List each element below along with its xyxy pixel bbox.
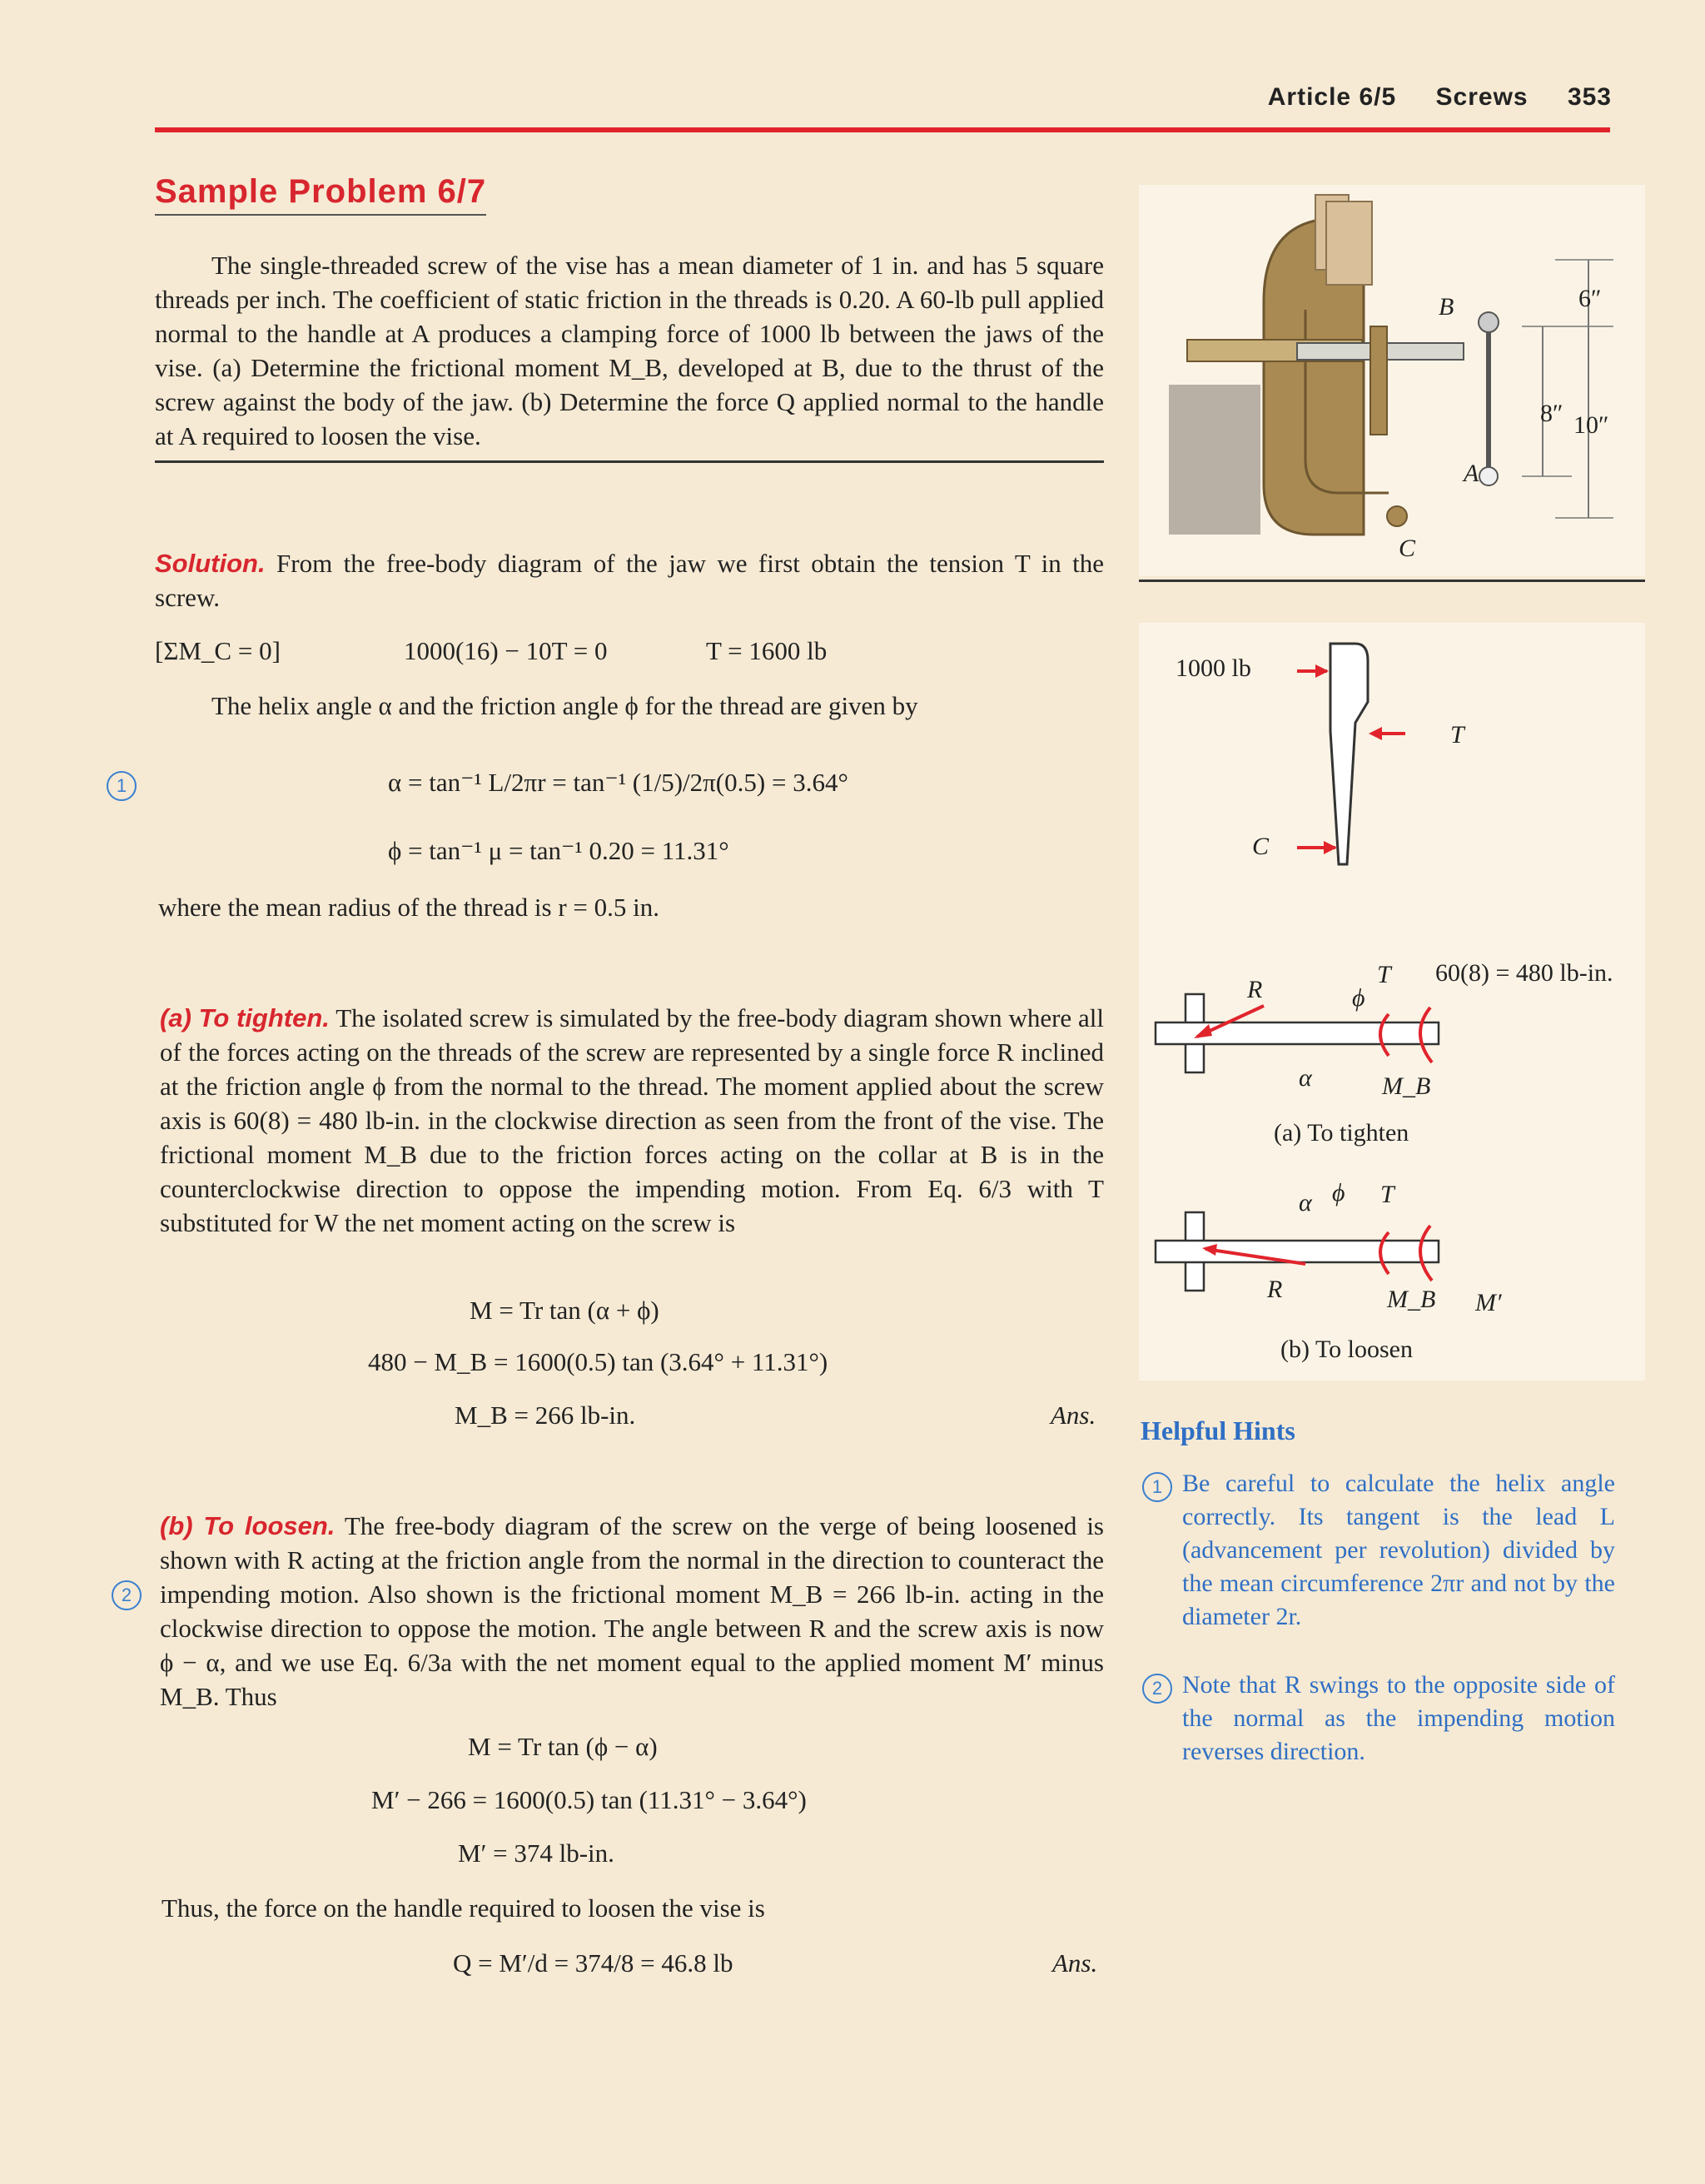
dim-6: 6″ [1578, 285, 1602, 312]
article-label: Article 6/5 [1267, 83, 1397, 111]
label-C: C [1399, 535, 1416, 562]
part-a-body: The isolated screw is simulated by the free-body diagram shown where all of the forces acting on the threads of the screw are represented by a single force R inclined at the friction angle ϕ from the normal to the thread. The moment applied about the screw axis is 60(8) = 480 lb-in. in the clockwise direction as seen from the front of the vise. The frictional moment M_B due to the friction forces acting on the collar at B is in the counterclockwise direction to oppose the impending motion. From Eq. 6/3 with T substituted for W the net moment acting on the screw is [160, 1003, 1105, 1237]
part-b-body: The free-body diagram of the screw on the verge of being loosened is shown with R acting at the friction angle from the normal in the direction to counteract the impending motion. Also shown is the frictional moment M_B = 266 lb-in. acting in the clockwise direction to oppose the motion. The angle between R and the screw axis is now ϕ − α, and we use Eq. 6/3a with the net moment equal to the applied moment M′ minus M_B. Thus [160, 1511, 1104, 1711]
part-a-text [160, 1001, 1104, 1240]
helix-text: The helix angle α and the friction angle ϕ for the thread are given by [211, 691, 918, 720]
problem-statement: The single-threaded screw of the vise has a mean diameter of 1 in. and has 5 square threads per inch. The coefficient of static friction in the threads is 0.20. A 60-lb pull applied normal to the handle at A produces a clamping force of 1000 lb between the jaws of the vise. (a) Determine the frictional moment M_B, developed at B, due to the thrust of the screw against the body of the jaw. (b) Determine the force Q applied normal to the handle at A required to loosen the vise. [155, 251, 1104, 450]
part-b-eq4: Q = M′/d = 374/8 = 46.8 lb [453, 1948, 733, 1978]
part-b-ans: Ans. [1052, 1948, 1098, 1978]
margin-note-2: 2 [112, 1580, 142, 1610]
dim-10: 10″ [1573, 411, 1609, 439]
label-Mp-b: M′ [1475, 1289, 1502, 1316]
screw-b [1156, 1241, 1439, 1262]
helpful-hints-title: Helpful Hints [1141, 1415, 1295, 1445]
caption-loosen: (b) To loosen [1280, 1336, 1413, 1363]
radius-text: where the mean radius of the thread is r = 0.5 in. [158, 893, 659, 922]
running-header [1236, 83, 1612, 112]
hint-1-text: Be careful to calculate the helix angle correctly. Its tangent is the lead L (advancement per revolution) divided by the mean circumference 2πr and not by the diameter 2r. [1182, 1470, 1615, 1630]
sample-problem-title: Sample Problem 6/7 [155, 173, 486, 216]
dim-8: 8″ [1540, 400, 1563, 427]
label-jaw-C: C [1252, 833, 1270, 860]
label-jaw-T: T [1450, 721, 1464, 749]
problem-rule [155, 460, 1104, 463]
hint-1-number: 1 [1142, 1472, 1172, 1502]
label-R-b: R [1267, 1276, 1283, 1303]
solution-intro [155, 546, 1104, 614]
hint-2-number: 2 [1142, 1674, 1172, 1704]
jaw-right [1370, 326, 1387, 435]
figure-rule [1139, 580, 1645, 582]
label-T-a: T [1377, 961, 1391, 988]
label-R-a: R [1247, 976, 1263, 1003]
fbd-drawing [1139, 623, 1645, 1381]
part-b-eq3: M′ = 374 lb-in. [458, 1838, 614, 1868]
vise-drawing [1139, 185, 1645, 576]
phi-equation: ϕ = tan⁻¹ μ = tan⁻¹ 0.20 = 11.31° [388, 836, 729, 865]
label-MB-a: M_B [1382, 1072, 1431, 1100]
alpha-equation: α = tan⁻¹ L/2πr = tan⁻¹ (1/5)/2π(0.5) = 3.64° [388, 768, 848, 797]
part-a-eq3: M_B = 266 lb-in. [455, 1400, 636, 1430]
label-MB-b: M_B [1387, 1286, 1436, 1313]
part-b-text [160, 1509, 1104, 1714]
label-moment-480: 60(8) = 480 lb-in. [1435, 959, 1613, 987]
part-b-head: (b) To loosen. [160, 1511, 336, 1540]
caption-tighten: (a) To tighten [1274, 1119, 1409, 1147]
label-alpha-b: α [1299, 1189, 1312, 1216]
label-alpha-a: α [1299, 1064, 1312, 1092]
page-number: 353 [1567, 83, 1612, 111]
label-A: A [1464, 460, 1479, 487]
label-T-b: T [1380, 1181, 1394, 1208]
moment-eq: 1000(16) − 10T = 0 [404, 636, 608, 665]
hint-2-text: Note that R swings to the opposite side of the normal as the impending motion reverses direction. [1182, 1671, 1615, 1765]
margin-note-1: 1 [107, 771, 137, 801]
jaw-fbd [1330, 644, 1368, 864]
label-1000lb: 1000 lb [1176, 654, 1251, 682]
moment-eq-label: [ΣM_C = 0] [155, 636, 281, 665]
fbd-figure [1139, 623, 1645, 1381]
solution-intro-text: From the free-body diagram of the jaw we first obtain the tension T in the screw. [155, 549, 1104, 612]
tension-result: T = 1600 lb [706, 636, 828, 665]
label-phi-a: ϕ [1352, 984, 1365, 1012]
bench-block [1169, 385, 1260, 535]
part-a-eq1: M = Tr tan (α + ϕ) [470, 1296, 659, 1325]
vise-figure [1139, 185, 1645, 576]
label-B: B [1439, 293, 1454, 321]
part-a-eq2: 480 − M_B = 1600(0.5) tan (3.64° + 11.31°) [368, 1347, 828, 1376]
screw-a [1156, 1022, 1439, 1044]
part-a-ans: Ans. [1051, 1400, 1096, 1430]
section-label: Screws [1435, 83, 1529, 111]
part-b-eq2: M′ − 266 = 1600(0.5) tan (11.31° − 3.64°) [371, 1785, 807, 1814]
part-a-head: (a) To tighten. [160, 1003, 330, 1032]
part-b-thus: Thus, the force on the handle required to loosen the vise is [162, 1893, 765, 1923]
label-phi-b: ϕ [1332, 1179, 1345, 1206]
part-b-eq1: M = Tr tan (ϕ − α) [468, 1732, 658, 1761]
header-rule [155, 127, 1610, 132]
solution-head: Solution. [155, 549, 266, 578]
wood-block [1326, 201, 1372, 285]
